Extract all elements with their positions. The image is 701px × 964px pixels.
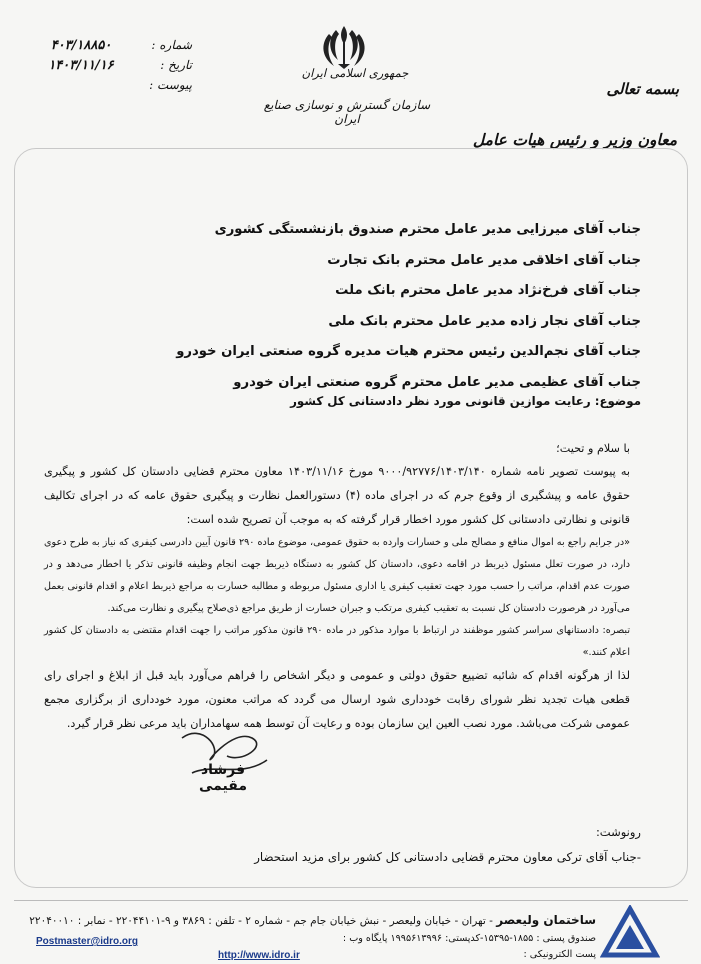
cc-title: رونوشت: [595, 825, 641, 839]
number-row [22, 38, 192, 58]
recipient-item: جناب آقای فرخ‌نژاد مدیر عامل محترم بانک ملت [335, 283, 641, 298]
quoted-clause: «در جرایم راجع به اموال منافع و مصالح ملی و خسارات وارده به حقوق عمومی، موضوع ماده ۲۹۰ قانون آیین دادرسی کیفری که نیاز به طرح دعوی دارد، در صورت تعلل مسئول ذیربط در اقامه دعوی، دادستان کل کشور به دستگاه ذیربط جهت انجام وظیفه قانونی تذکر یا اخطار می‌دهد و در صورت عدم اقدام، مراتب را حسب مورد جهت تعقیب کیفری یا اداری مسئول مربوطه و مطالبه خسارت به مراجع ذیربط اعلام و اقدام قانونی بعمل می‌آورد در هرصورت دادستان کل نسبت به تعقیب کیفری مرتکب و جبران خسارت از طریق مراجع ذی‌صلاح پیگیری و نظارت می‌کند. [44, 537, 631, 614]
number-value: ۴۰۳/۱۸۸۵۰ [50, 38, 112, 53]
letter-body [44, 438, 630, 736]
recipient-item: جناب آقای نجار زاده مدیر عامل محترم بانک ملی [328, 313, 641, 329]
attachment-row [22, 78, 192, 98]
website-link[interactable]: http://www.idro.ir [218, 950, 300, 961]
footer-address: ساختمان ولیعصر - تهران - خیابان ولیعصر - نبش خیابان جام جم - شماره ۲ - تلفن : ۳۸۶۹ و ۹-۲۲۰۴۴۱۰۱ - نمابر : ۲۲۰۴۰۰۱۰ [29, 913, 596, 927]
footer-postal: صندوق پستی : ۱۸۵۵-۱۵۳۹۵-کدپستی: ۱۹۹۵۶۱۳۹۹۶ پایگاه وب : [342, 933, 596, 944]
date-value: ۱۴۰۳/۱۱/۱۶ [48, 58, 114, 73]
footer-building: ساختمان ولیعصر [496, 913, 596, 927]
signer-name: فرشاد مقیمی [198, 762, 247, 794]
recipient-item: جناب آقای عظیمی مدیر عامل محترم گروه صنعتی ایران خودرو [233, 374, 641, 390]
attachment-label: پیوست : [149, 78, 192, 92]
footer-divider [14, 900, 688, 901]
email-link[interactable]: Postmaster@idro.org [36, 936, 138, 947]
recipient-item: جناب آقای اخلاقی مدیر عامل محترم بانک تجارت [327, 252, 641, 268]
republic-title: جمهوری اسلامی ایران [301, 66, 409, 80]
body-paragraph: لذا از هرگونه اقدام که شائبه تضییع حقوق دولتی و عمومی و دیگر اشخاص را فراهم می‌آورد باید قبل از ابلاغ و اجرای رای قطعی هیات تجدید نظر شورای رقابت خودداری شود ارسال می گردد که مراتب معنون، مورد خودداری از برگزاری مجمع عمومی شرکت می‌باشد. مورد نصب العین این سازمان بوده و رعایت آن توسط همه سهامداران باید مرعی نظر قرار گیرد. [44, 669, 630, 730]
idro-logo-icon [600, 905, 660, 960]
number-label: شماره : [151, 38, 192, 52]
sender-title: معاون وزیر و رئیس هیات عامل [472, 130, 677, 149]
letter-subject: موضوع: رعایت موازین قانونی مورد نظر دادستانی کل کشور [290, 394, 641, 408]
cc-item: -جناب آقای ترکی معاون محترم قضایی دادستانی کل کشور برای مزید استحضار [254, 850, 641, 864]
iran-emblem-icon [318, 22, 370, 70]
recipient-list [61, 215, 641, 398]
letter-meta [22, 38, 192, 98]
footer-email-label: پست الکترونیکی : [523, 949, 596, 960]
clause-note: تبصره: دادستانهای سراسر کشور موظفند در ارتباط با موارد مذکور در ماده ۲۹۰ قانون مذکور مراتب را جهت اقدام مقتضی به دادستان کل کشور اعلام کنند.» [44, 625, 630, 658]
date-label: تاریخ : [160, 58, 192, 72]
date-row [22, 58, 192, 78]
recipient-item: جناب آقای میرزایی مدیر عامل محترم صندوق بازنشستگی کشوری [214, 222, 641, 237]
greeting: با سلام و تحیت؛ [556, 442, 630, 455]
basmala: بسمه تعالی [606, 80, 679, 98]
recipient-item: جناب آقای نجم‌الدین رئیس محترم هیات مدیره گروه صنعتی ایران خودرو [176, 344, 641, 359]
footer-address-text: تهران - خیابان ولیعصر - نبش خیابان جام جم - شماره ۲ - تلفن : ۳۸۶۹ و ۹-۲۲۰۴۴۱۰۱ - نمابر : ۲۲۰۴۰۰۱۰ [29, 915, 486, 927]
organization-name: سازمان گسترش و نوسازی صنایع ایران [263, 98, 431, 126]
body-paragraph: به پیوست تصویر نامه شماره ۹۰۰۰/۹۲۷۷۶/۱۴۰۳/۱۴۰ مورخ ۱۴۰۳/۱۱/۱۶ معاون محترم قضایی دادستان کل کشور و پیگیری حقوق عامه و پیشگیری از وقوع جرم که در اجرای ماده (۴) دستورالعمل نظارت و پیگیری حقوق عامه که در اجرای تکالیف قانونی و نظارتی دادستانی کل کشور مورد اخطار قرار گرفته که به موجب آن تصریح شده است: [44, 465, 630, 526]
